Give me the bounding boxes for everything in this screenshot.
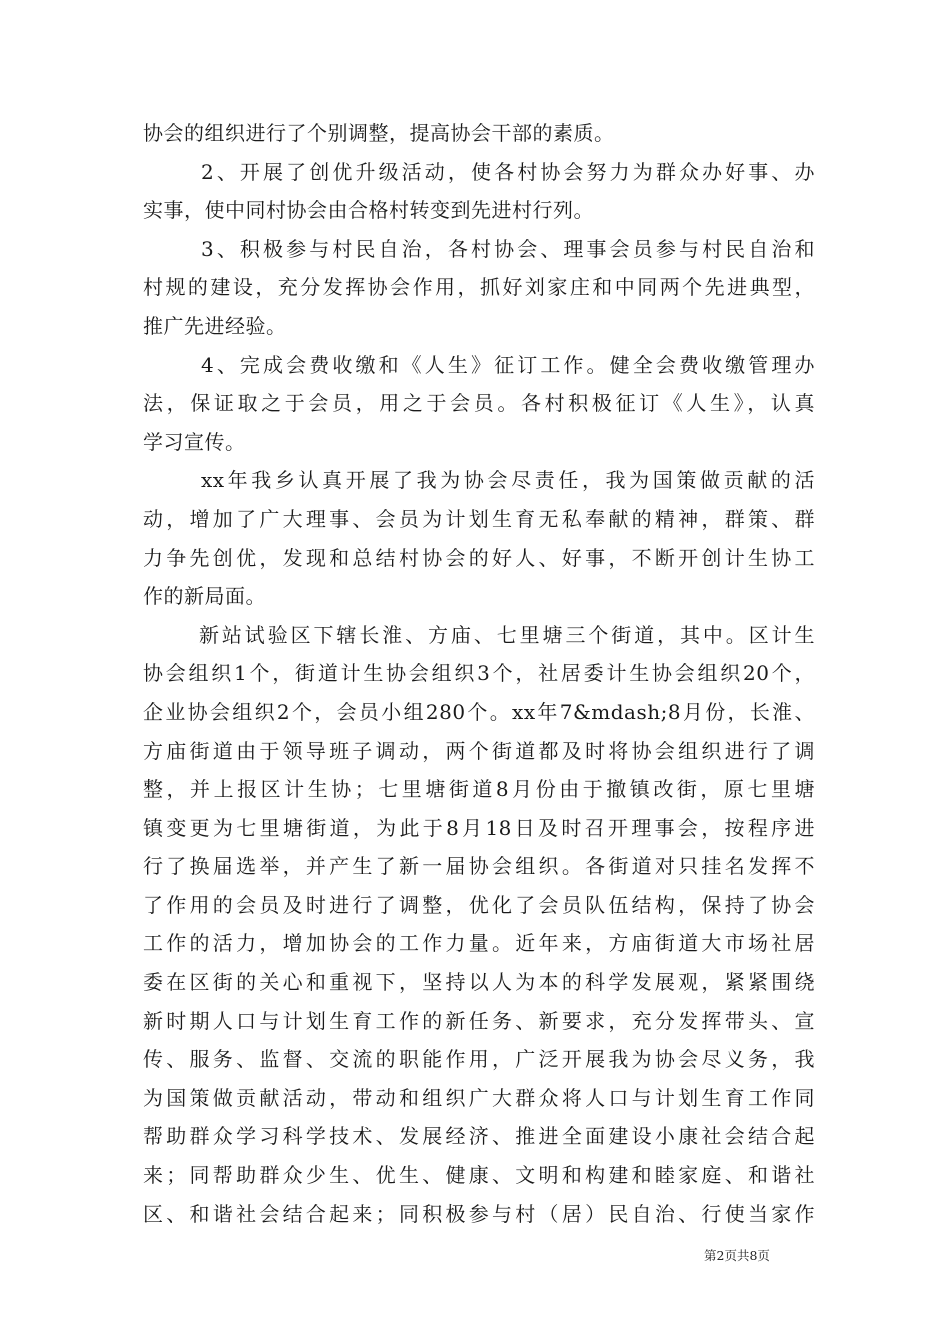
paragraph-line: 实事，使中同村协会由合格村转变到先进村行列。 <box>143 198 594 223</box>
paragraph-line: 方庙街道由于领导班子调动，两个街道都及时将协会组织进行了调 <box>143 738 815 763</box>
paragraph-line: 新时期人口与计划生育工作的新任务、新要求，充分发挥带头、宣 <box>143 1008 815 1033</box>
paragraph-line: 作的新局面。 <box>143 584 266 609</box>
paragraph-line: 行了换届选举，并产生了新一届协会组织。各街道对只挂名发挥不 <box>143 854 815 879</box>
paragraph-line: 2、开展了创优升级活动，使各村协会努力为群众办好事、办 <box>201 159 815 184</box>
paragraph-line: 协会的组织进行了个别调整，提高协会干部的素质。 <box>143 121 615 145</box>
paragraph-line: 来；同帮助群众少生、优生、健康、文明和构建和睦家庭、和谐社 <box>143 1163 815 1188</box>
paragraph-line: 传、服务、监督、交流的职能作用，广泛开展我为协会尽义务，我 <box>143 1047 815 1072</box>
paragraph-line: 力争先创优，发现和总结村协会的好人、好事，不断开创计生协工 <box>143 545 815 570</box>
paragraph-line: 动，增加了广大理事、会员为计划生育无私奉献的精神，群策、群 <box>143 506 815 531</box>
paragraph-line: 企业协会组织2个，会员小组280个。xx年7&mdash;8月份，长淮、 <box>143 699 815 724</box>
paragraph-line: 为国策做贡献活动，带动和组织广大群众将人口与计划生育工作同 <box>143 1085 815 1110</box>
paragraph-line: 法，保证取之于会员，用之于会员。各村积极征订《人生》，认真 <box>143 391 815 416</box>
paragraph-line: 村规的建设，充分发挥协会作用，抓好刘家庄和中同两个先进典型， <box>143 275 815 300</box>
paragraph-line: 委在区街的关心和重视下，坚持以人为本的科学发展观，紧紧围绕 <box>143 970 815 995</box>
paragraph-line: 学习宣传。 <box>143 429 246 454</box>
page-indicator: 第2页共8页 <box>704 1248 770 1263</box>
paragraph-line: 协会组织1个，街道计生协会组织3个，社居委计生协会组织20个， <box>143 661 815 686</box>
document-body <box>143 114 815 1233</box>
paragraph-line: 4、完成会费收缴和《人生》征订工作。健全会费收缴管理办 <box>201 352 815 377</box>
paragraph-line: 推广先进经验。 <box>143 313 287 338</box>
paragraph-line: xx年我乡认真开展了我为协会尽责任，我为国策做贡献的活 <box>201 468 815 493</box>
paragraph-line: 镇变更为七里塘街道，为此于8月18日及时召开理事会，按程序进 <box>143 815 815 840</box>
paragraph-line: 3、积极参与村民自治，各村协会、理事会员参与村民自治和 <box>201 236 815 261</box>
paragraph-line: 区、和谐社会结合起来；同积极参与村（居）民自治、行使当家作 <box>143 1201 815 1226</box>
paragraph-line: 新站试验区下辖长淮、方庙、七里塘三个街道，其中。区计生 <box>199 622 815 647</box>
paragraph-line: 整，并上报区计生协；七里塘街道8月份由于撤镇改街，原七里塘 <box>143 777 815 802</box>
paragraph-line: 了作用的会员及时进行了调整，优化了会员队伍结构，保持了协会 <box>143 892 815 917</box>
paragraph-line: 帮助群众学习科学技术、发展经济、推进全面建设小康社会结合起 <box>143 1124 815 1149</box>
paragraph-line: 工作的活力，增加协会的工作力量。近年来，方庙街道大市场社居 <box>143 931 815 956</box>
